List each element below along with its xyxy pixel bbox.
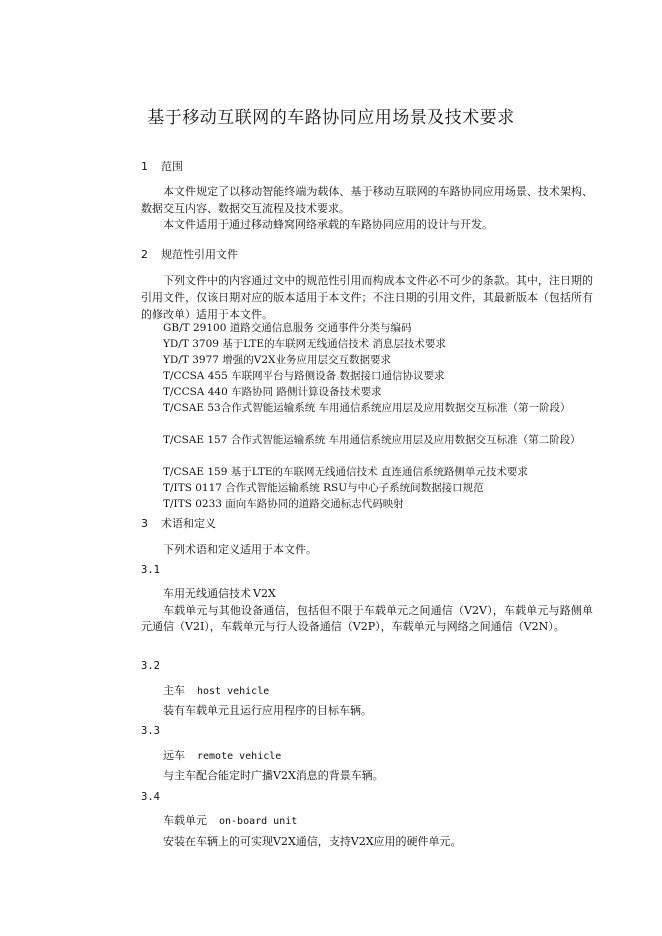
reference-item: YD/T 3709 基于LTE的车联网无线通信技术 消息层技术要求	[163, 338, 446, 350]
scope-paragraph-2: 本文件适用于通过移动蜂窝网络承载的车路协同应用的设计与开发。	[163, 218, 493, 231]
document-title: 基于移动互联网的车路协同应用场景及技术要求	[147, 108, 515, 128]
reference-item: T/ITS 0233 面向车路协同的道路交通标志代码映射	[163, 498, 404, 510]
reference-item: T/CSAE 53合作式智能运输系统 车用通信系统应用层及应用数据交互标准（第一阶段）	[163, 402, 571, 414]
term-en: host vehicle	[197, 686, 270, 697]
term-definition: 车载单元与其他设备通信，包括但不限于车载单元之间通信（V2V），车载单元与路侧单元通信（V2I），车载单元与行人设备通信（V2P），车载单元与网络之间通信（V2N）。	[141, 604, 593, 633]
references-intro: 下列文件中的内容通过文中的规范性引用而构成本文件必不可少的条款。其中，注日期的引用文件，仅该日期对应的版本适用于本文件；不注日期的引用文件，其最新版本（包括所有的修改单）适用于本文件。	[141, 274, 593, 321]
term-en: remote vehicle	[197, 751, 282, 762]
term-number: 3.1	[141, 564, 160, 576]
section-number: 2	[141, 248, 148, 261]
term-number: 3.2	[141, 660, 160, 672]
term-heading	[163, 585, 276, 601]
reference-item: YD/T 3977 增强的V2X业务应用层交互数据要求	[163, 354, 392, 366]
term-heading	[163, 682, 269, 698]
reference-item: GB/T 29100 道路交通信息服务 交通事件分类与编码	[163, 322, 412, 334]
terms-intro: 下列术语和定义适用于本文件。	[163, 543, 317, 556]
term-en: V2X	[253, 587, 276, 600]
term-definition: 装有车载单元且运行应用程序的目标车辆。	[163, 704, 372, 717]
section-title: 规范性引用文件	[161, 248, 238, 261]
section-heading-terms	[141, 515, 216, 531]
reference-item: T/ITS 0117 合作式智能运输系统 RSU与中心子系统间数据接口规范	[163, 482, 484, 494]
reference-item: T/CSAE 159 基于LTE的车联网无线通信技术 直连通信系统路侧单元技术要求	[163, 466, 528, 478]
reference-item: T/CCSA 440 车路协同 路侧计算设备技术要求	[163, 386, 382, 398]
scope-paragraph-1: 本文件规定了以移动智能终端为载体、基于移动互联网的车路协同应用场景、技术架构、数据交互内容、数据交互流程及技术要求。	[141, 185, 593, 215]
term-cn: 车用无线通信技术	[163, 587, 251, 600]
term-cn: 主车	[163, 684, 185, 697]
term-definition: 与主车配合能定时广播V2X消息的背景车辆。	[163, 769, 384, 782]
term-number: 3.4	[141, 791, 160, 803]
term-heading	[163, 812, 297, 828]
term-cn: 车载单元	[163, 814, 207, 827]
term-cn: 远车	[163, 749, 185, 762]
reference-item: T/CSAE 157 合作式智能运输系统 车用通信系统应用层及应用数据交互标准（第二阶段）	[163, 434, 581, 446]
term-heading	[163, 747, 281, 763]
section-number: 3	[141, 517, 148, 530]
section-title: 术语和定义	[161, 517, 216, 530]
term-number: 3.3	[141, 725, 160, 737]
term-definition: 安装在车辆上的可实现V2X通信，支持V2X应用的硬件单元。	[163, 835, 462, 848]
section-heading-scope	[141, 158, 183, 174]
term-en: on-board unit	[219, 816, 298, 827]
section-heading-normative-references	[141, 246, 238, 262]
section-number: 1	[141, 160, 148, 173]
reference-item: T/CCSA 455 车联网平台与路侧设备 数据接口通信协议要求	[163, 370, 445, 382]
section-title: 范围	[161, 160, 183, 173]
